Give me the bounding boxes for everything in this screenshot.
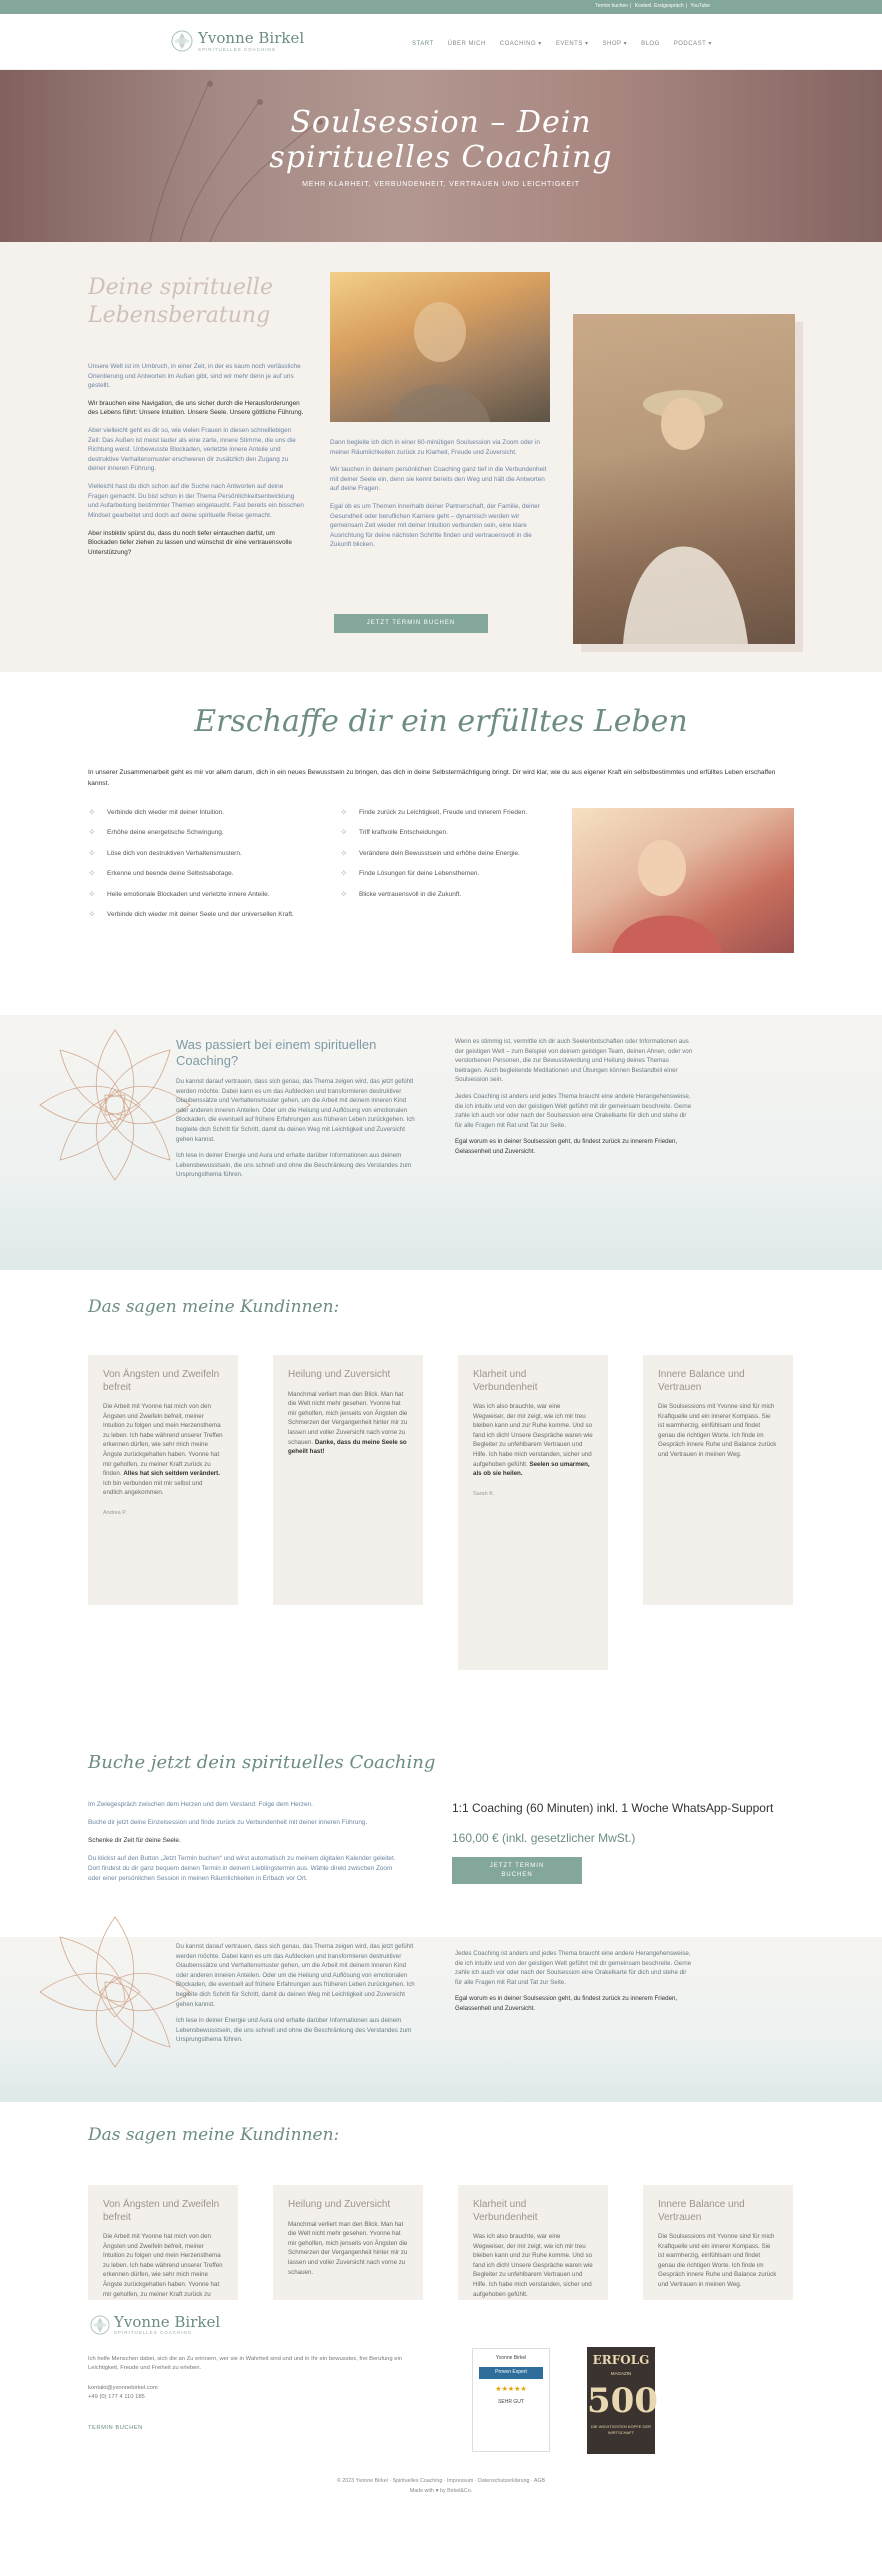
explainer-paragraph: Jedes Coaching ist anders und jedes Thema braucht eine andere Herangehensweise, die ich intuitiv und von der geistigen Welt geführt mit dir gemeinsam beschreite. Gerne zahle ich auch vor oder nach der Soulsession eine Orakelkarte für dich und stehe dir für alle Fragen mit Rat und Tat zur Seite. <box>455 1093 692 1129</box>
logo-subtitle: SPIRITUELLES COACHING <box>198 47 277 52</box>
testimonial-heading: Heilung und Zuversicht <box>288 2199 391 2210</box>
benefit-text: Verbinde dich wieder mit deiner Seele und der universellen Kraft. <box>107 911 294 919</box>
explainer-paragraph: Egal worum es in deiner Soulsession geht, du findest zurück zu innerem Frieden, Gelassenheit und Zuversicht. <box>455 1995 678 2013</box>
testimonial-body: Ich bin verbunden mit mir selbst und endlich angekommen. <box>103 1479 203 1497</box>
intro-text-column <box>88 362 304 565</box>
badge-caption: DIE WICHTIGSTEN KÖPFE DER WIRTSCHAFT <box>591 2423 652 2435</box>
footer-email[interactable]: kontakt@yvonnebirkel.com <box>88 2385 158 2391</box>
benefit-text: Triff kraftvolle Entscheidungen. <box>359 829 448 837</box>
intro-title: Deine spirituelle Lebensberatung <box>88 275 273 328</box>
testimonial-cards <box>88 1355 794 1605</box>
intro-paragraph: Wir brauchen eine Navigation, die uns sicher durch die Herausforderungen des Lebens führt: Unsere Intuition. Unsere Seele. Unsere göttliche Führung. <box>88 399 304 417</box>
topbar-link-booking[interactable]: Termin buchen <box>595 3 629 9</box>
benefit-text: Verbinde dich wieder mit deiner Intuition. <box>107 809 225 816</box>
top-bar <box>0 0 882 14</box>
booking-text <box>88 1800 406 1892</box>
benefit-item <box>340 890 540 899</box>
testimonial-text <box>103 1402 223 1498</box>
testimonial-highlight: Danke, dass du meine Seele so geheilt hast! <box>288 1438 407 1456</box>
coach-photo-sitting <box>573 314 795 644</box>
testimonial-text: Die Soulsessions mit Yvonne sind für mich Kraftquelle und ein innerer Kompass. Sie ist warmherzig, einfühlsam und findet genau die richtigen Worte. Ich finde im Gespräch innere Ruhe und Balance zurück und Vertrauen in meinen Weg. <box>658 2233 777 2289</box>
proven-expert-badge[interactable] <box>472 2348 550 2452</box>
testimonial-author: Andrea P. <box>103 1510 127 1517</box>
coach-photo-portrait <box>572 808 794 953</box>
testimonial-text <box>288 1390 408 1457</box>
sparkle-icon: ✧ <box>340 847 348 858</box>
explainer-paragraph: Ich lese in deiner Energie und Aura und erhalte darüber Informationen aus deinem Lebensbewusstsein, die uns schnell und ohne die Beschränkung des Verstandes zum Ursprungsthema führen. <box>176 2017 412 2044</box>
benefit-text: Finde Lösungen für deine Lebensthemen. <box>359 870 480 878</box>
rating-stars-icon: ★★★★★ <box>495 2385 527 2393</box>
testimonial-body: Was ich also brauchte, war eine Wegweiser, der mir zeigt, wie ich mir treu bleiben kann und zur Ruhe komme. Und so fand ich dich! Unsere Gespräche waren wie Begleiter zu unfehlbarem Vertrauen und Hilfe. Ich habe mich verstanden, sicher und aufgehoben gefühlt. <box>473 1403 593 1468</box>
intro-offer-paragraph: Egal ob es um Themen innerhalb deiner Partnerschaft, der Familie, deiner Gesundheit oder beruflichen Karriere geht – dynamisch werden wir gemeinsam Zeit wieder mit deiner Intuition verbunden sein, eine klare Ausrichtung für deine nächsten Schritte finden und vertrauensvoll in die Zukunft blicken. <box>330 503 540 549</box>
testimonial-highlight: Alles hat sich seitdem verändert. <box>123 1470 220 1478</box>
benefit-item <box>88 910 308 919</box>
intro-paragraph: Aber vielleicht geht es dir so, wie vielen Frauen in diesen schnelllebigen Zeit: Das Außen ist meist lauter als eine zarte, innere Stimme, die uns die Richtung weist. Unbewusste Blockaden, verletzte innere Anteile und destruktive Verhaltensmuster erschweren dir zusätzlich den Zugang zu deiner inneren Führung. <box>88 427 296 473</box>
flower-of-life-decoration <box>30 1020 200 1190</box>
benefit-item <box>340 828 540 837</box>
nav-events[interactable]: EVENTS ▾ <box>555 41 589 47</box>
badge-name: Yvonne Birkel <box>495 2355 527 2361</box>
testimonial-heading: Von Ängsten und Zweifeln befreit <box>103 2199 220 2223</box>
intro-paragraph: Unsere Welt ist im Umbruch, in einer Zeit, in der es kaum noch verlässliche Orientierung und Antworten im Außen gibt, sind wir mehr denn je auf uns gestellt. <box>88 363 301 390</box>
sparkle-icon: ✧ <box>340 827 348 838</box>
coaching-explainer-col-left <box>176 1077 416 1187</box>
sparkle-icon: ✧ <box>88 909 96 920</box>
booking-title: Buche jetzt dein spirituelles Coaching <box>88 1752 436 1773</box>
badge-number: 500 <box>587 2380 658 2421</box>
hero-title-line1: Soulsession – Dein <box>290 105 592 140</box>
testimonial-body: Die Arbeit mit Yvonne hat mich von den Ängsten und Zweifeln befreit, meiner Intuition zu folgen und mein Herzensthema zu leben. Ich habe während unserer Treffen erkennen dürfen, wie sehr mich meine Ängste zurückgehalten haben. Yvonne hat mir geholfen, zu meiner Kraft zurück zu finden. <box>103 1403 223 1478</box>
testimonial-heading: Heilung und Zuversicht <box>288 1369 391 1380</box>
benefit-text: Verändere dein Bewusstsein und erhöhe deine Energie. <box>359 849 520 857</box>
topbar-link-youtube[interactable]: YouTube <box>690 3 710 9</box>
hero-title <box>0 106 882 175</box>
nav-blog[interactable]: BLOG <box>641 41 660 47</box>
sparkle-icon: ✧ <box>340 807 348 817</box>
nav-coaching[interactable]: COACHING ▾ <box>499 41 542 47</box>
testimonial-heading: Klarheit und Verbundenheit <box>473 2199 538 2223</box>
benefit-text: Finde zurück zu Leichtigkeit, Freude und innerem Frieden. <box>359 809 528 816</box>
logo-icon[interactable] <box>171 30 193 52</box>
testimonials-title: Das sagen meine Kundinnen: <box>88 1297 340 1317</box>
benefits-left-list <box>88 808 308 931</box>
intro-paragraph: Vielleicht hast du dich schon auf die Suche nach Antworten auf deine Fragen gemacht. Du bist schon in der Thema Persönlichkeitsentwicklung und Aufarbeitung bestimmter Themen eingetaucht. Fast bereits ein bisschen Mindset gearbeitet und doch auf deine spirituelle Reise gemacht. <box>88 483 304 519</box>
coaching-explainer-title: Was passiert bei einem spirituellen Coaching? <box>176 1037 377 1068</box>
explainer-paragraph: Wenn es stimmig ist, vermittle ich dir auch Seelenbotschaften oder Informationen aus der geistigen Welt – zum Beispiel von deinem geistigen Team, deinen Ahnen, oder von verstorbenen Personen, die zur Bewusstwerdung und Heilung deines Themas beitragen. Auch begleitende Meditationen und Übungen können Bestandteil einer Soulsession sein. <box>455 1038 693 1084</box>
explainer-paragraph: Egal worum es in deiner Soulsession geht, du findest zurück zu innerem Frieden, Gelassenheit und Zuversicht. <box>455 1138 678 1156</box>
footer-booking-link[interactable]: TERMIN BUCHEN <box>88 2425 143 2431</box>
badge-rating-text: SEHR GUT <box>498 2398 524 2405</box>
badge-brand: Proven Expert <box>479 2367 543 2378</box>
main-nav <box>412 40 712 49</box>
hero-title-line2: spirituelles Coaching <box>269 139 613 175</box>
sparkle-icon: ✧ <box>88 888 96 899</box>
product-name: 1:1 Coaching (60 Minuten) inkl. 1 Woche WhatsApp-Support <box>452 1801 774 1815</box>
sparkle-icon: ✧ <box>88 868 96 879</box>
benefit-text: Heile emotionale Blockaden und verletzte innere Anteile. <box>107 890 270 898</box>
benefits-right-list <box>340 808 540 910</box>
nav-podcast[interactable]: PODCAST ▾ <box>673 41 712 47</box>
testimonials-title: Das sagen meine Kundinnen: <box>88 2125 340 2145</box>
site-footer <box>0 2300 882 2560</box>
sparkle-icon: ✧ <box>88 807 96 817</box>
logo-name[interactable]: Yvonne Birkel <box>198 29 305 47</box>
coaching-explainer-col-right <box>455 1949 695 2021</box>
testimonial-card <box>643 1355 793 1605</box>
nav-shop[interactable]: SHOP ▾ <box>602 41 628 47</box>
benefit-item <box>88 828 308 837</box>
booking-paragraph: Schenke dir Zeit für deine Seele. <box>88 1836 181 1844</box>
testimonial-card <box>273 1355 423 1605</box>
nav-about[interactable]: ÜBER MICH <box>447 41 486 47</box>
top-bar-links: Termin buchen | Kostenl. Erstgespräch | YouTube <box>595 3 710 9</box>
booking-paragraph: Du klickst auf den Button „Jetzt Termin buchen“ und wirst automatisch zu meinem digitalen Kalender geleitet. Dort findest du dir ganz bequem deinen Termin in deinem Lieblingstermin aus. Wähle direkt zwischen Zoom oder einer persönlichen Session in meinen Räumlichkeiten in Erlbach vor Ort. <box>88 1854 396 1882</box>
coach-photo-sunset <box>330 272 550 422</box>
intro-section <box>0 242 882 672</box>
hero-banner <box>0 70 882 242</box>
create-title: Erschaffe dir ein erfülltes Leben <box>194 704 688 739</box>
explainer-paragraph: Du kannst darauf vertrauen, dass sich genau, das Thema zeigen wird, das jetzt gefühlt werden möchte. Dabei kann es um das Aufdecken und transformieren destruktiver Glaubenssätze und Verhaltensmuster gehen, um die Arbeit mit deinem inneren Kind oder anderen inneren Anteilen. Oder um die Heilung und Auflösung von emotionalen Blockaden, die eventuell auf frühere Erfahrungen aus früheren Leben zurückgehen. Ich begleite dich Schritt für Schritt, damit du deinen Weg mit Leichtigkeit und Zuversicht gehen kannst. <box>176 1943 415 2008</box>
footer-description: Ich helfe Menschen dabei, sich die an Zu erinnern, wer sie in Wahrheit sind und und in Ihr ein bewusstes, frei Berufung ein Leichtigkeit, Freude und Freiheit zu erleben. <box>88 2356 402 2371</box>
testimonial-heading: Innere Balance und Vertrauen <box>658 1369 745 1393</box>
testimonial-author: Sarah K. <box>473 1490 495 1497</box>
create-intro: In unserer Zusammenarbeit geht es mir vor allem darum, dich in ein neues Bewusstsein zu bringen, das dich in deine Selbstermächtigung bringt. Dir wird klar, wie du aus eigener Kraft ein selbstbestimmtes und erfülltes Leben erschaffen kannst. <box>88 769 776 787</box>
coaching-explainer-col-right <box>455 1037 695 1164</box>
intro-offer-column <box>330 438 550 558</box>
footer-logo-subtitle: SPIRITUELLES COACHING <box>114 2330 193 2335</box>
testimonial-heading: Klarheit und Verbundenheit <box>473 1369 538 1393</box>
sparkle-icon: ✧ <box>340 868 348 879</box>
testimonial-text: Die Arbeit mit Yvonne hat mich von den Ängsten und Zweifeln befreit, meiner Intuition zu folgen und mein Herzensthema zu leben. Ich habe während unserer Treffen erkennen dürfen, wie sehr mich meine Ängste zurückgehalten haben. Yvonne hat mir geholfen, zu meiner Kraft zurück zu <box>103 2233 223 2298</box>
benefit-item <box>340 869 540 878</box>
benefit-text: Blicke vertrauensvoll in die Zukunft. <box>359 890 462 898</box>
explainer-paragraph: Ich lese in deiner Energie und Aura und erhalte darüber Informationen aus deinem Lebensbewusstsein, die uns schnell und ohne die Beschränkung des Verstandes zum Ursprungsthema führen. <box>176 1152 412 1179</box>
coaching-explainer-band-repeat <box>0 1937 882 2102</box>
benefit-item <box>88 849 308 858</box>
testimonial-text: Was ich also brauchte, war eine Wegweiser, der mir zeigt, wie ich mir treu bleiben kann und zur Ruhe komme. Und so fand ich dich! Unsere Gespräche waren wie Begleiter zu unfehlbarem Vertrauen und Hilfe. Ich habe mich verstanden, sicher und aufgehoben gefühlt. <box>473 2233 593 2298</box>
sparkle-icon: ✧ <box>340 888 348 899</box>
footer-phone[interactable]: +49 (0) 177 4 110 185 <box>88 2393 145 2400</box>
flower-of-life-decoration <box>30 1907 200 2077</box>
intro-offer-paragraph: Wir tauchen in deinem persönlichen Coaching ganz tief in die Verbundenheit mit deiner Seele ein, denn sie kennt bereits den Weg und hält die Antworten auf deine Fragen. <box>330 466 547 493</box>
benefit-text: Löse dich von destruktiven Verhaltensmustern. <box>107 849 242 857</box>
benefit-text: Erkenne und beende deine Selbstsabotage. <box>107 870 234 878</box>
testimonial-card <box>458 1355 608 1670</box>
testimonial-card <box>88 1355 238 1605</box>
site-header <box>0 14 882 70</box>
book-appointment-button[interactable]: JETZT TERMIN BUCHEN <box>452 1857 582 1884</box>
intro-paragraph: Aber insbiktiv spürst du, dass du noch tiefer eintauchen darfst, um Blockaden tiefer ziehen zu lassen und wünschst dir eine vertrauensvolle Unterstützung? <box>88 529 292 556</box>
footer-logo-name[interactable]: Yvonne Birkel <box>114 2313 221 2331</box>
badge-title: ERFOLG <box>592 2353 650 2367</box>
intro-offer-paragraph: Dann begleite ich dich in einer 60-minütigen Soulsession via Zoom oder in meiner Räumlichkeiten zurück zu Klarheit, Freude und Zuversicht. <box>330 439 540 456</box>
sparkle-icon: ✧ <box>88 827 96 838</box>
benefit-item <box>340 808 540 817</box>
booking-paragraph: Buche dir jetzt deine Einzelsession und finde zurück zu Verbundenheit mit deiner inneren Führung. <box>88 1818 368 1826</box>
testimonial-text: Manchmal verliert man den Blick. Man hat die Welt nicht mehr gesehen. Yvonne hat mir geholfen, mich jenseits von Ängsten die Schmerzen der Vergangenheit hinter mir zu lassen und voller Zuversicht nach vorne zu schauen. <box>288 2220 408 2276</box>
footer-contact <box>88 2384 158 2401</box>
benefit-text: Erhöhe deine energetische Schwingung. <box>107 829 224 837</box>
testimonial-text <box>473 1402 593 1479</box>
testimonial-text: Die Soulsessions mit Yvonne sind für mich Kraftquelle und ein innerer Kompass. Sie ist warmherzig, einfühlsam und findet genau die richtigen Worte. Ich finde im Gespräch innere Ruhe und Balance zurück und Vertrauen in meinen Weg. <box>658 1403 777 1459</box>
benefit-item <box>340 849 540 858</box>
testimonial-heading: Von Ängsten und Zweifeln befreit <box>103 1369 220 1393</box>
testimonial-heading: Innere Balance und Vertrauen <box>658 2199 745 2223</box>
topbar-link-free-call[interactable]: Kostenl. Erstgespräch <box>634 3 684 9</box>
benefit-item <box>88 890 308 899</box>
benefit-item <box>88 869 308 878</box>
hero-subtitle: MEHR KLARHEIT, VERBUNDENHEIT, VERTRAUEN UND LEICHTIGKEIT <box>302 181 580 188</box>
testimonial-body: Manchmal verliert man den Blick. Man hat die Welt nicht mehr gesehen. Yvonne hat mir geholfen, mich jenseits von Ängsten die Schmerzen der Vergangenheit hinter mir zu lassen und voller Zuversicht nach vorne zu schauen. <box>288 1390 408 1446</box>
logo-icon[interactable] <box>90 2315 110 2335</box>
coaching-explainer-band <box>0 1015 882 1270</box>
footer-credits: Made with ♥ by Birkel&Co. <box>409 2488 473 2494</box>
book-appointment-button[interactable]: JETZT TERMIN BUCHEN <box>334 614 488 633</box>
explainer-paragraph: Du kannst darauf vertrauen, dass sich genau, das Thema zeigen wird, das jetzt gefühlt werden möchte. Dabei kann es um das Aufdecken und transformieren destruktiver Glaubenssätze und Verhaltensmuster gehen, um die Arbeit mit deinem inneren Kind oder anderen inneren Anteilen. Oder um die Heilung und Auflösung von emotionalen Blockaden, die eventuell auf frühere Erfahrungen aus früheren Leben zurückgehen. Ich begleite dich Schritt für Schritt, damit du deinen Weg mit Leichtigkeit und Zuversicht gehen kannst. <box>176 1078 415 1143</box>
nav-start[interactable]: START <box>412 41 434 47</box>
coaching-explainer-col-left <box>176 1942 416 2052</box>
testimonial-cards <box>88 2185 794 2300</box>
sparkle-icon: ✧ <box>88 847 96 858</box>
benefit-item <box>88 808 308 817</box>
erfolg-magazin-badge[interactable] <box>587 2347 658 2454</box>
booking-paragraph: Im Zwiegespräch zwischen dem Herzen und dem Verstand: Folge dem Herzen. <box>88 1801 313 1808</box>
testimonial-highlight: Seelen so umarmen, als ob sie heilen. <box>473 1460 590 1478</box>
explainer-paragraph: Jedes Coaching ist anders und jedes Thema braucht eine andere Herangehensweise, die ich intuitiv und von der geistigen Welt geführt mit dir gemeinsam beschreite. Gerne zahle ich auch vor oder nach der Soulsession eine Orakelkarte für dich und stehe dir für alle Fragen mit Rat und Tat zur Seite. <box>455 1950 692 1986</box>
footer-copyright: © 2023 Yvonne Birkel · Spirituelles Coaching · Impressum · Datenschutzerklärung · AGB <box>336 2478 546 2484</box>
product-price: 160,00 € (inkl. gesetzlicher MwSt.) <box>452 1831 636 1845</box>
badge-subtitle: MAGAZIN <box>610 2371 632 2377</box>
